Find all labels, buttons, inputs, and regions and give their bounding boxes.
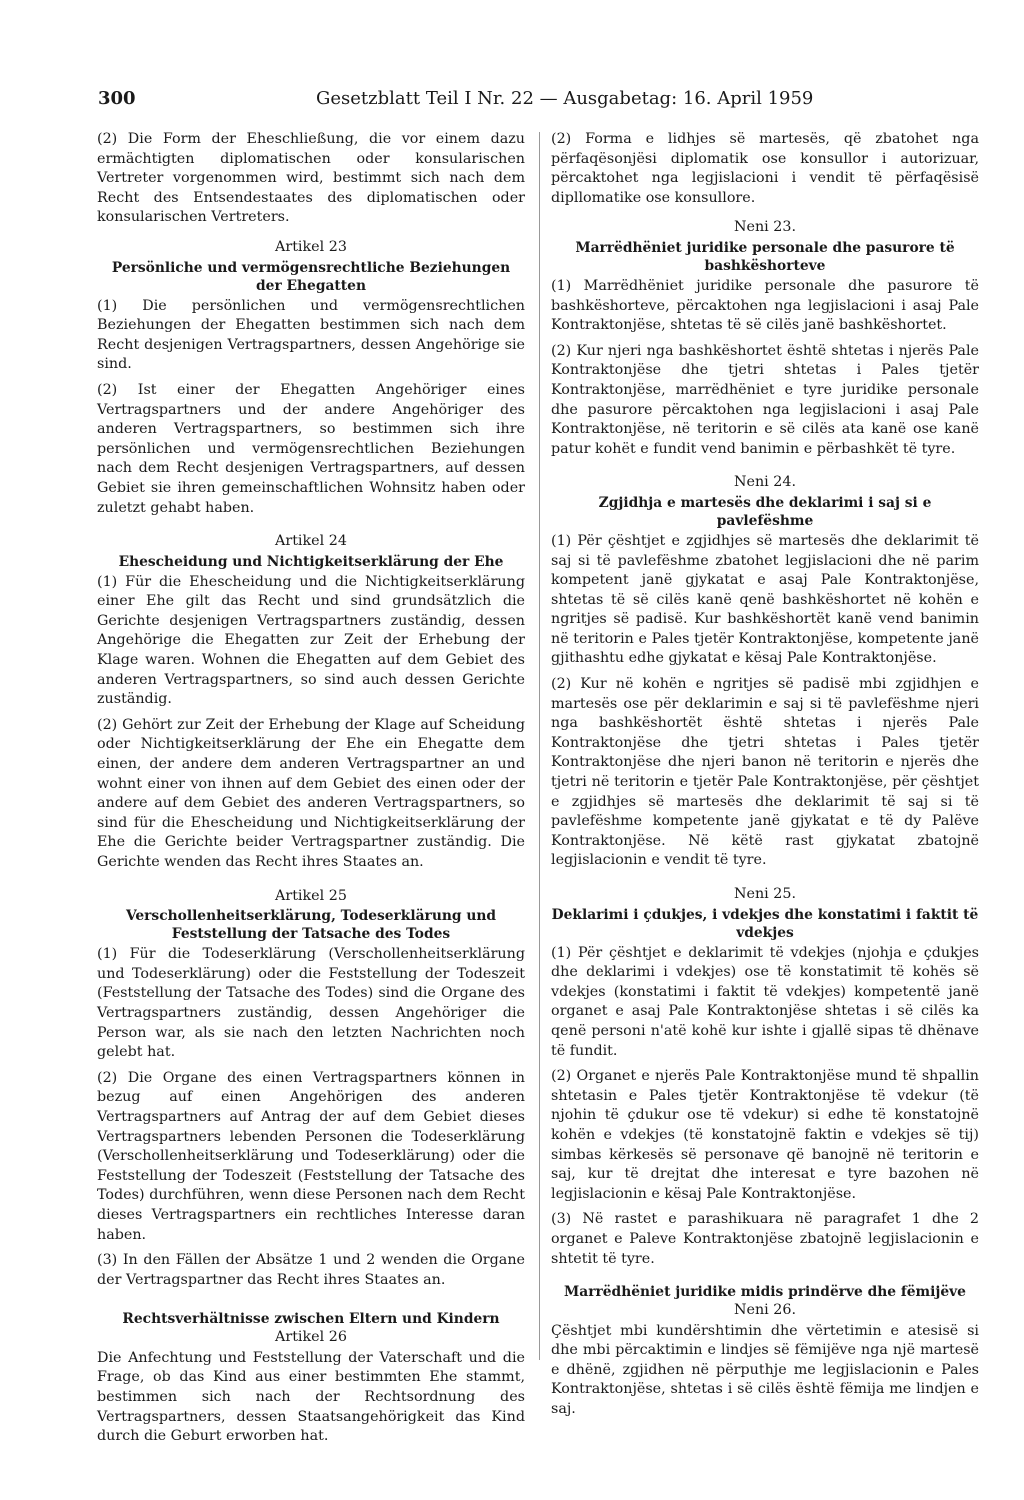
paragraph: (2) Die Organe des einen Vertragspartners können in bezug auf einen Angehörigen des anderen Vertragspartners auf Antrag der auf dem Gebiet dieses Vertragspartners lebenden Personen die Todeserklärung (Verschollenheitserklärung und Todeserklärung) oder die Feststellung der Todeszeit (Feststellung der Tatsache des Todes) durchführen, wenn diese Personen nach dem Recht dieses Vertragspartners ein rechtliches Interesse daran haben. (97, 1069, 525, 1243)
article-heading: Zgjidhja e martesës dhe deklarimi i saj si e pavlefëshme (598, 494, 932, 529)
paragraph: (1) Për çështjet e zgjidhjes së martesës dhe deklarimit të saj si të pavlefëshme zbatohet legjislacioni dhe në parim kompetent janë gjykatat e asaj Pale Kontraktonjëse, shtetas të së cilës kanë qenë bashkëshortet në kohën e ngritjes së padisë. Kur bashkëshortët kanë vend banimin në teritorin e Pales tjetër Kontraktonjëse, kompetente janë gjithashtu edhe gjykatat e kësaj Pale Kontraktonjëse. (551, 532, 979, 667)
article-heading: Verschollenheitserklärung, Todeserklärung und Feststellung der Tatsache des Todes (125, 908, 497, 943)
paragraph: (2) Gehört zur Zeit der Erhebung der Klage auf Scheidung oder Nichtigkeitserklärung der Ehe ein Ehegatte dem einen, der andere dem anderen Vertragspartner an und wohnt einer von ihnen auf dem Gebiet des einen oder der andere auf dem Gebiet des anderen Vertragspartners, so sind für die Ehescheidung und Nichtigkeitserklärung der Ehe die Gerichte beider Vertragspartner zuständig. Die Gerichte wenden das Recht ihres Staates an. (97, 716, 525, 870)
article-heading: Deklarimi i çdukjes, i vdekjes dhe konstatimi i faktit të vdekjes (551, 906, 979, 941)
paragraph: (1) Die persönlichen und vermögensrechtlichen Beziehungen der Ehegatten bestimmen sich nach dem Recht desjenigen Vertragspartners, dessen Angehörige sie sind. (97, 297, 525, 373)
gazette-title: Gesetzblatt Teil I Nr. 22 — Ausgabetag: 16. April 1959 (316, 88, 814, 109)
albanian-column (551, 130, 979, 1426)
paragraph: (1) Marrëdhëniet juridike personale dhe pasurore të bashkëshorteve, përcaktohen nga legjislacioni i asaj Pale Kontraktonjëse, shtetas të së cilës janë bashkëshortet. (551, 277, 979, 334)
paragraph: (2) Forma e lidhjes së martesës, që zbatohet nga përfaqësonjësi diplomatik ose konsullor i autorizuar, përcaktohet nga legjislacioni i vendit të përfaqësisë dipllomatike ose konsullore. (551, 131, 979, 206)
article-number: Neni 25. (733, 886, 797, 902)
paragraph: (3) Në rastet e parashikuara në paragrafet 1 dhe 2 organet e Paleve Kontraktonjëse zbatojnë legjislacionin e shtetit të tyre. (551, 1211, 979, 1267)
article-number: Artikel 24 (275, 533, 347, 550)
paragraph: (2) Kur në kohën e ngritjes së padisë mbi zgjidhjen e martesës ose për deklarimin e saj si të pavlefëshme njeri nga bashkëshortët është shtetas i njerës Pale Kontraktonjëse dhe tjetri shtetas i Pales tjetër Kontraktonjëse dhe njeri banon në teritorin e njerës dhe tjetri në teritorin e tjetër Pale Kontraktonjëse, për çështjet e zgjidhjes së martesës dhe deklarimit të saj si të pavlefëshme kompetente janë gjykatat e të dy Palëve Kontraktonjëse. Në këtë rast gjykatat zbatojnë legjislacionin e vendit të tyre. (551, 676, 979, 869)
paragraph: (2) Ist einer der Ehegatten Angehöriger eines Vertragspartners und der andere Angehöriger des anderen Vertragspartners, so bestimmen sich ihre persönlichen und vermögensrechtlichen Beziehungen nach dem Recht desjenigen Vertragspartners, auf dessen Gebiet sie ihren gemeinschaftlichen Wohnsitz haben oder zuletzt gehabt haben. (97, 381, 525, 516)
section-heading: Marrëdhëniet juridike midis prindërve dhe fëmijëve (564, 1284, 966, 1301)
page-number: 300 (98, 88, 136, 109)
paragraph: (2) Organet e njerës Pale Kontraktonjëse mund të shpallin shtetasin e Pales tjetër Kontraktonjëse të vdekur (të njohin të çdukur ose të vdekur) si edhe të konstatojnë kohën e vdekjes (të konstatojnë faktin e vdekjes së tij) simbas kërkesës së personave që banojnë në teritorin e saj, kur të drejtat dhe interesat e tyre bazohen në legjislacionin e kësaj Pale Kontraktonjëse. (551, 1068, 979, 1202)
paragraph: (1) Für die Ehescheidung und die Nichtigkeitserklärung einer Ehe gilt das Recht und sind grundsätzlich die Gerichte desjenigen Vertragspartners zuständig, dessen Angehörige die Ehegatten zur Zeit der Erhebung der Klage waren. Wohnen die Ehegatten auf dem Gebiet des anderen Vertragspartners, so sind auch dessen Gerichte zuständig. (97, 573, 525, 708)
paragraph: (2) Die Form der Eheschließung, die vor einem dazu ermächtigten diplomatischen oder konsularischen Vertreter vorgenommen wird, bestimmt sich nach dem Recht des Entsendestaates des diplomatischen oder konsularischen Vertreters. (97, 131, 525, 226)
german-column (97, 130, 525, 1453)
paragraph: Die Anfechtung und Feststellung der Vaterschaft und die Frage, ob das Kind aus einer bestimmten Ehe stammt, bestimmen sich nach der Rechtsordnung des Vertragspartners, dessen Staatsangehörigkeit das Kind durch die Geburt erworben hat. (97, 1349, 525, 1445)
paragraph: (2) Kur njeri nga bashkëshortet është shtetas i njerës Pale Kontraktonjëse dhe tjetri shtetas i Pales tjetër Kontraktonjëse, marrëdhëniet e tyre juridike personale dhe pasurore përcaktohen nga legjislacioni i asaj Pale Kontraktonjëse, në teritorin e së cilës ata kanë ose kanë patur kohët e fundit vend banimin e përbashkët të tyre. (551, 342, 979, 457)
paragraph: (1) Për çështjet e deklarimit të vdekjes (njohja e çdukjes dhe deklarimi i vdekjes) ose të konstatimit të kohës së vdekjes (konstatimi i faktit të vdekjes) kompetentë janë organet e asaj Pale Kontraktonjëse shtetas i së cilës ka qenë personi n'atë kohë kur ishte i gjallë sipas të dhënave të fundit. (551, 944, 979, 1059)
article-number: Artikel 23 (275, 238, 347, 255)
article-number: Neni 26. (733, 1302, 797, 1319)
article-number: Artikel 25 (275, 887, 347, 904)
article-number: Neni 24. (733, 474, 797, 491)
paragraph: Çështjet mbi kundërshtimin dhe vërtetimin e atesisë si dhe mbi përcaktimin e lindjes së fëmijëve nga një martesë e dhënë, zgjidhen në përputhje me legjislacionin e Pales Kontraktonjëse, shtetas i së cilës është fëmija me lindjen e saj. (551, 1322, 979, 1418)
article-number: Artikel 26 (275, 1329, 347, 1346)
column-divider (539, 132, 540, 1360)
article-heading: Persönliche und vermögensrechtliche Beziehungen der Ehegatten (111, 259, 511, 294)
article-heading: Ehescheidung und Nichtigkeitserklärung der Ehe (118, 553, 504, 570)
article-heading: Marrëdhëniet juridike personale dhe pasurore të bashkëshorteve (575, 239, 955, 274)
section-heading: Rechtsverhältnisse zwischen Eltern und Kindern (122, 1311, 500, 1328)
paragraph: (3) In den Fällen der Absätze 1 und 2 wenden die Organe der Vertragspartner das Recht ihres Staates an. (97, 1252, 525, 1288)
article-number: Neni 23. (733, 219, 797, 236)
paragraph: (1) Für die Todeserklärung (Verschollenheitserklärung und Todeserklärung) oder die Feststellung der Todeszeit (Feststellung der Tatsache des Todes) sind die Organe des Vertragspartners zuständig, dessen Angehöriger die Person war, als sie nach den letzten Nachrichten noch gelebt hat. (97, 946, 525, 1061)
page-header (98, 88, 814, 114)
